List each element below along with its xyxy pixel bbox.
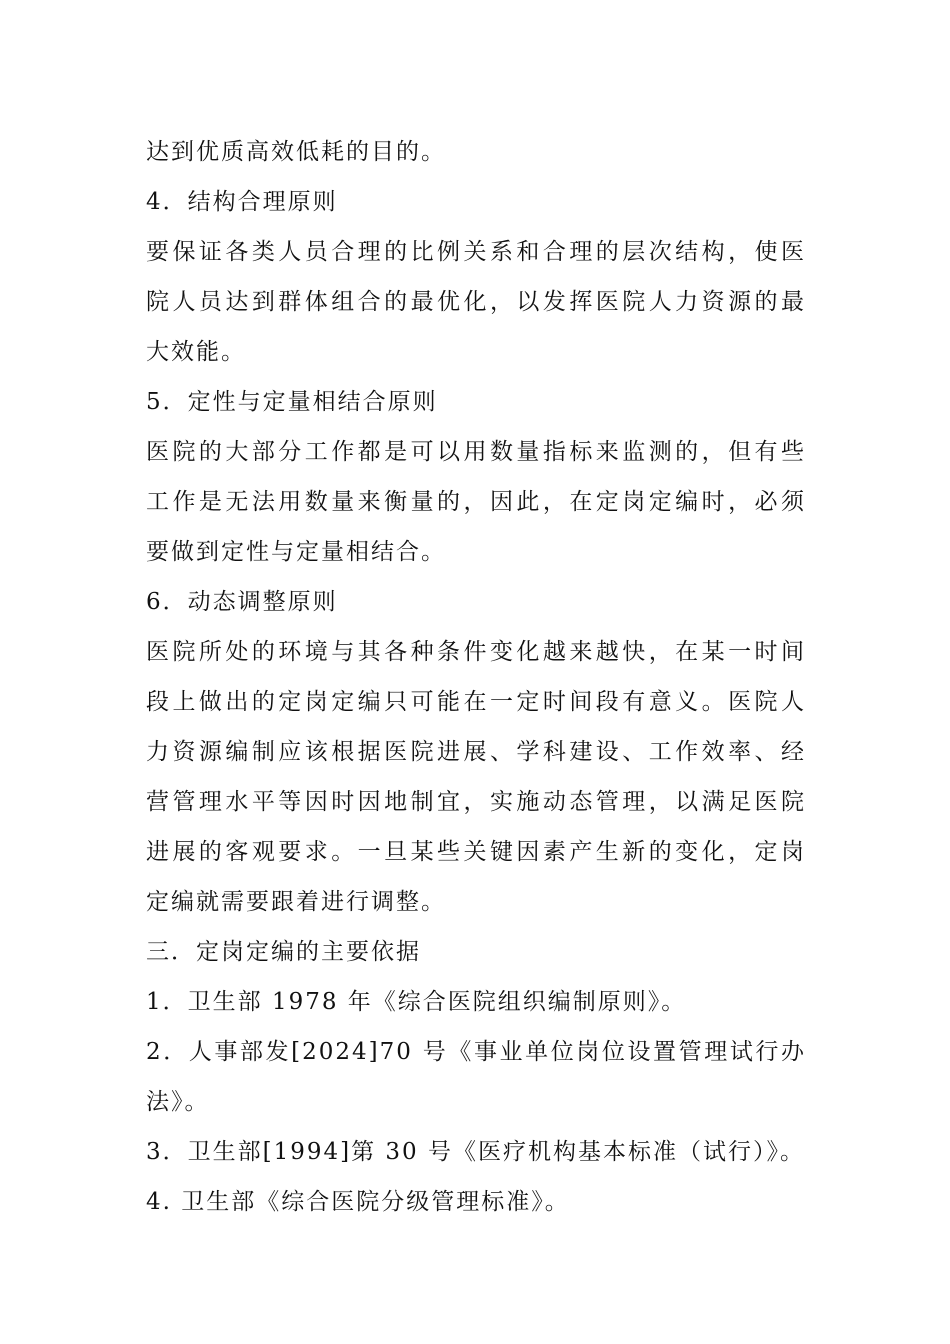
paragraph-line: 段上做出的定岗定编只可能在一定时间段有意义。医院人	[146, 689, 806, 715]
paragraph-line: 大效能。	[146, 339, 246, 365]
paragraph-line: 达到优质高效低耗的目的。	[146, 139, 446, 165]
list-item: 2．人事部发[2024]70 号《事业单位岗位设置管理试行办	[146, 1039, 806, 1065]
paragraph-line: 定编就需要跟着进行调整。	[146, 889, 446, 915]
paragraph-line: 营管理水平等因时因地制宜，实施动态管理，以满足医院	[146, 789, 806, 815]
list-item: 4. 卫生部《综合医院分级管理标准》。	[146, 1189, 570, 1215]
chapter-heading: 三．定岗定编的主要依据	[146, 939, 421, 965]
list-item: 3．卫生部[1994]第 30 号《医疗机构基本标准（试行）》。	[146, 1139, 806, 1165]
paragraph-line: 力资源编制应该根据医院进展、学科建设、工作效率、经	[146, 739, 806, 765]
list-item: 1．卫生部 1978 年《综合医院组织编制原则》。	[146, 989, 687, 1015]
paragraph-line: 要做到定性与定量相结合。	[146, 539, 446, 565]
section-heading: 6．动态调整原则	[146, 589, 338, 615]
section-heading: 4．结构合理原则	[146, 189, 338, 215]
paragraph-line: 院人员达到群体组合的最优化，以发挥医院人力资源的最	[146, 289, 806, 315]
paragraph-line: 医院所处的环境与其各种条件变化越来越快，在某一时间	[146, 639, 806, 665]
document-body	[146, 127, 806, 1227]
paragraph-line: 进展的客观要求。一旦某些关键因素产生新的变化，定岗	[146, 839, 806, 865]
paragraph-line: 医院的大部分工作都是可以用数量指标来监测的，但有些	[146, 439, 806, 465]
list-item-continuation: 法》。	[146, 1089, 210, 1115]
paragraph-line: 要保证各类人员合理的比例关系和合理的层次结构，使医	[146, 239, 806, 265]
paragraph-line: 工作是无法用数量来衡量的，因此，在定岗定编时，必须	[146, 489, 806, 515]
section-heading: 5．定性与定量相结合原则	[146, 389, 438, 415]
